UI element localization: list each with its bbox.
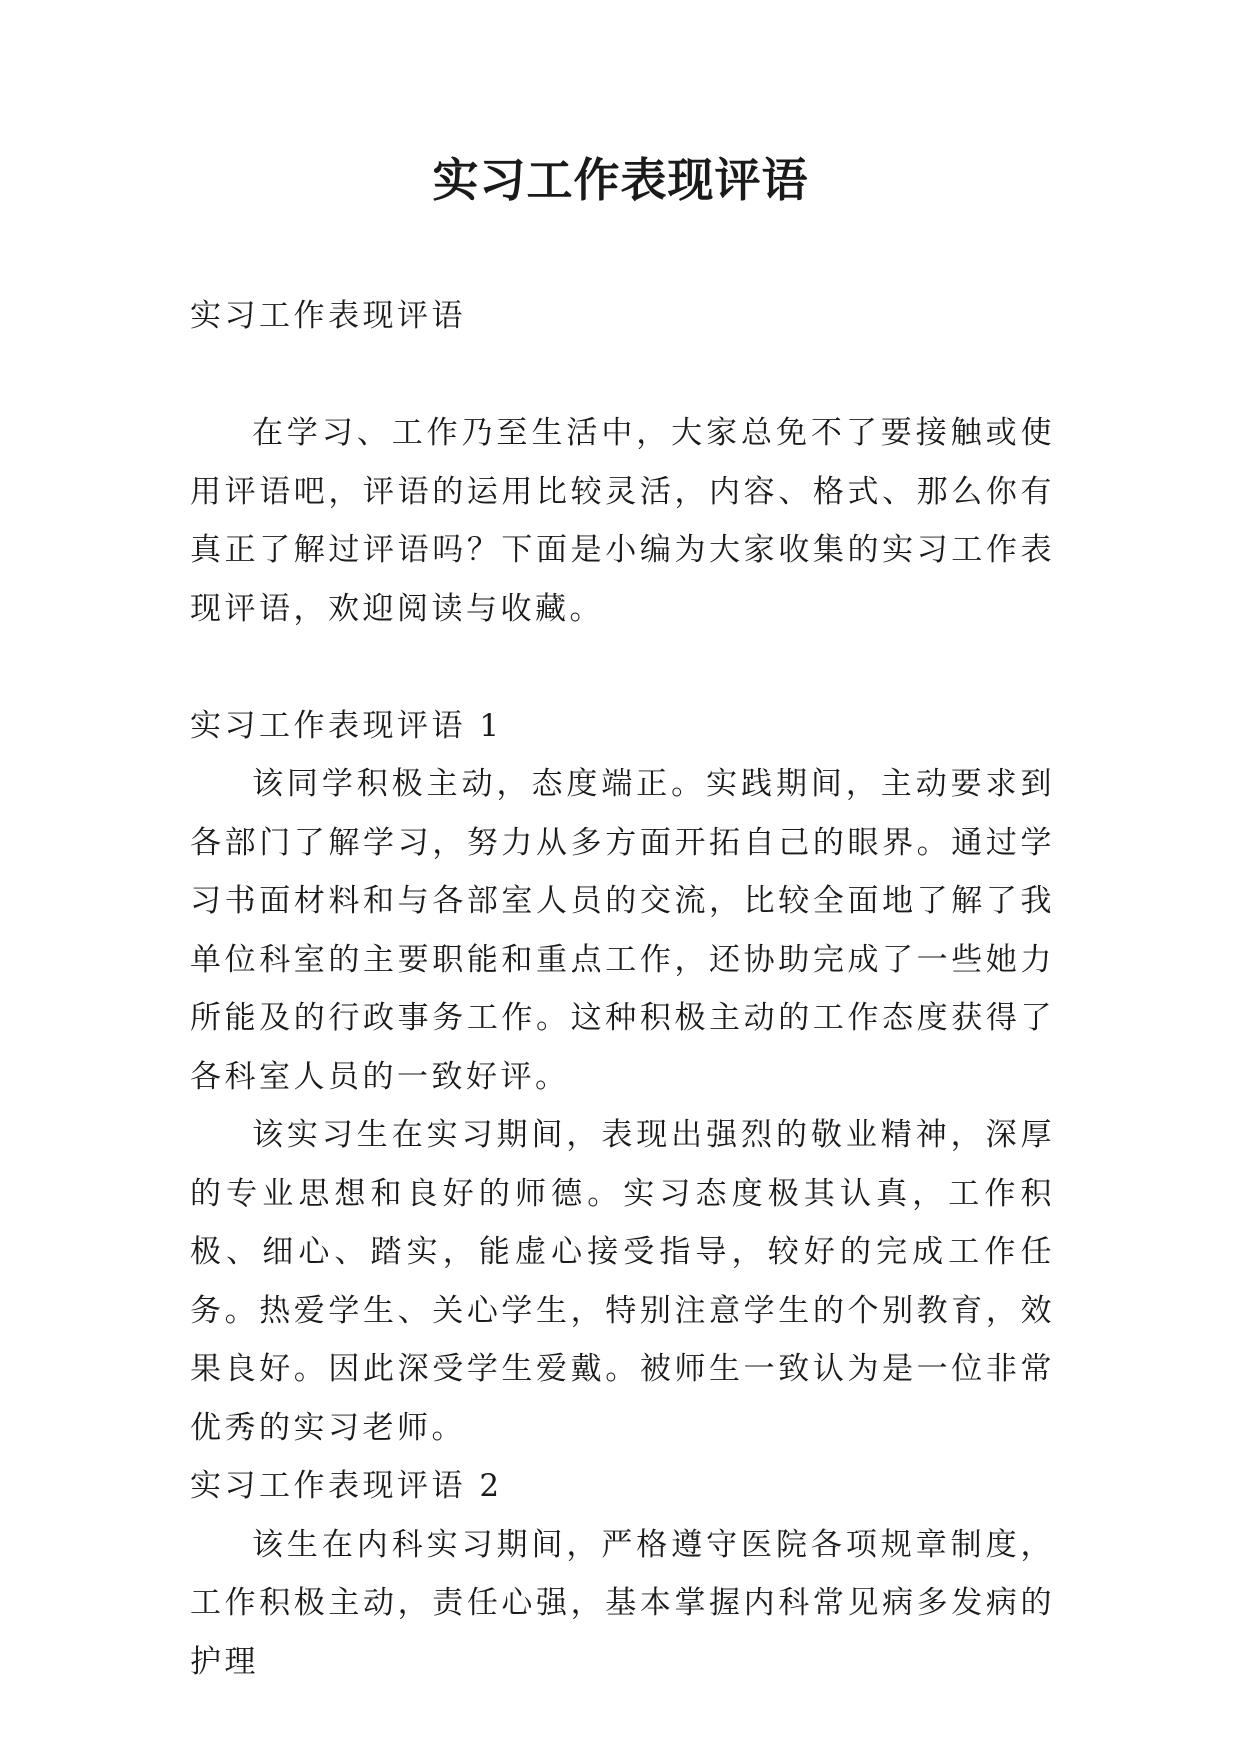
section-2-paragraph-1: 该生在内科实习期间，严格遵守医院各项规章制度，工作积极主动，责任心强，基本掌握内科常见病多发病的护理 xyxy=(190,1526,1055,1680)
section-heading-2: 实习工作表现评语 2 xyxy=(190,1468,503,1504)
document-subtitle: 实习工作表现评语 xyxy=(190,298,466,334)
section-1-paragraph-2: 该实习生在实习期间，表现出强烈的敬业精神，深厚的专业思想和良好的师德。实习态度极其认真，工作积极、细心、踏实，能虚心接受指导，较好的完成工作任务。热爱学生、关心学生，特别注意学生的个别教育，效果良好。因此深受学生爱戴。被师生一致认为是一位非常优秀的实习老师。 xyxy=(190,1117,1055,1446)
intro-paragraph: 在学习、工作乃至生活中，大家总免不了要接触或使用评语吧，评语的运用比较灵活，内容、格式、那么你有真正了解过评语吗？下面是小编为大家收集的实习工作表现评语，欢迎阅读与收藏。 xyxy=(190,415,1055,627)
section-heading-1: 实习工作表现评语 1 xyxy=(190,707,503,744)
document-title: 实习工作表现评语 xyxy=(432,153,809,207)
document-body xyxy=(190,287,1055,1691)
section-1-paragraph-1: 该同学积极主动，态度端正。实践期间，主动要求到各部门了解学习，努力从多方面开拓自己的眼界。通过学习书面材料和与各部室人员的交流，比较全面地了解了我单位科室的主要职能和重点工作，还协助完成了一些她力所能及的行政事务工作。这种积极主动的工作态度获得了各科室人员的一致好评。 xyxy=(190,766,1055,1095)
